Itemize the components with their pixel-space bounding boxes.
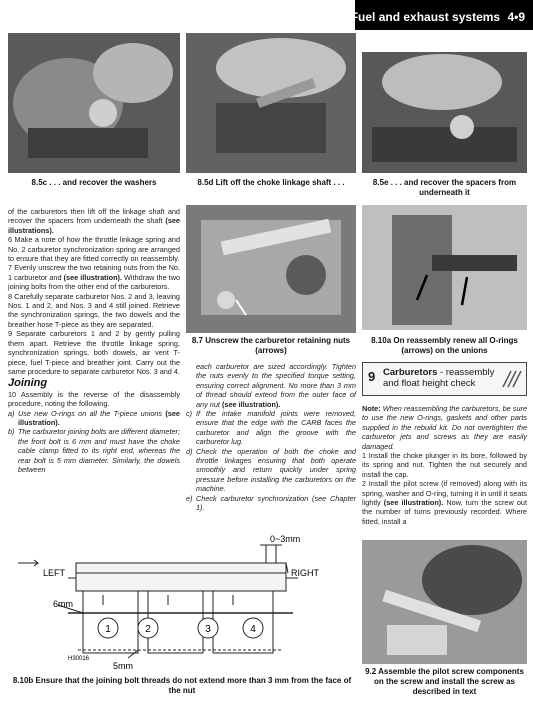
circle-label-1: 1 <box>105 624 111 635</box>
photo-8-5e-image <box>362 52 527 173</box>
section-9-heading-box <box>362 362 527 396</box>
column-3-text <box>362 404 527 526</box>
para-6: 6 Make a note of how the throttle linkage spring and No. 2 carburetor synchronization spring are arranged to ensure that they are fitted correctly on reassembly. <box>8 235 180 264</box>
list-label-a: a) <box>8 408 15 418</box>
ref-see-illustration-7: (see illustration). <box>63 272 122 282</box>
photo-8-7-image <box>186 205 356 333</box>
caption-8-7: 8.7 Unscrew the carburetor retaining nuts (arrows) <box>191 336 351 355</box>
label-right: RIGHT <box>291 568 319 578</box>
caption-8-10a: 8.10a On reassembly renew all O-rings (arrows) on the unions <box>371 336 518 355</box>
figure-code: H30016 <box>68 656 90 662</box>
list-label-c: c) <box>186 409 193 419</box>
label-left: LEFT <box>43 568 66 578</box>
para-9-2b-text: Now, turn the screw out the number of turns previously recorded. Where fitted, install a <box>362 498 528 526</box>
header-bar <box>350 0 533 30</box>
label-dim-6mm: 6mm <box>53 599 73 609</box>
list-item-a <box>8 409 180 428</box>
photo-8-5c-image <box>8 33 180 173</box>
list-item-e <box>186 494 356 513</box>
circle-label-3: 3 <box>205 624 211 635</box>
para-7-text: 7 Evenly unscrew the two retaining nuts from the No. 1 carburetor and <box>8 263 180 282</box>
section-9-number: 9 <box>368 369 376 384</box>
photo-8-7 <box>186 205 356 333</box>
list-item-b <box>8 427 180 474</box>
section-9-title-bold: Carburetors <box>383 367 438 378</box>
para-9-2 <box>362 479 527 526</box>
caption-8-5e: 8.5e . . . and recover the spacers from underneath it <box>372 178 517 197</box>
ref-see-illustration-a: (see illustration). <box>18 408 180 427</box>
caption-8-5c: 8.5c . . . and recover the washers <box>31 178 157 187</box>
list-item-c <box>186 409 356 447</box>
photo-8-10a <box>362 205 527 330</box>
caption-9-2: 9.2 Assemble the pilot screw components on the screw and install the screw as described in text <box>365 667 524 696</box>
para-8: 8 Carefully separate carburetor Nos. 2 and 3, leaving Nos. 1 and 2, and Nos. 3 and 4 still joined. Retrieve the synchronization springs, the two dowels and the breather hose T-piece as they are separated. <box>8 291 180 329</box>
ref-see-illustration-9-2: (see illustration). <box>383 498 444 508</box>
photo-8-5e <box>362 52 527 173</box>
caption-8-5d: 8.5d Lift off the choke linkage shaft . . . <box>197 178 345 187</box>
para-9-1: 1 Install the choke plunger in its bore, followed by its spring and nut. Tighten the nut securely and install the cap. <box>362 451 527 479</box>
list-label-b: b) <box>8 427 15 437</box>
para-9: 9 Separate carburetors 1 and 2 by gently pulling them apart. Retrieve the throttle linkage spring, synchronization springs, both dowels, air vent T-piece, fuel T-piece and breather joint. Carry out the same procedure to separate carburetor Nos. 3 and 4. <box>8 329 180 376</box>
list-label-e: e) <box>186 493 193 503</box>
photo-8-5d-image <box>186 33 356 173</box>
para-intro <box>8 207 180 235</box>
ref-see-illustrations: (see illustrations). <box>8 216 180 235</box>
circle-label-4: 4 <box>250 624 256 635</box>
circle-label-2: 2 <box>145 624 151 635</box>
carb-number-circles <box>98 618 263 638</box>
photo-8-5d <box>186 33 356 173</box>
column-1-text <box>8 207 180 474</box>
ref-see-illustration-nut: (see illustration). <box>221 399 281 409</box>
page-header <box>351 10 525 24</box>
photo-8-10a-image <box>362 205 527 330</box>
note-text: When reassembling the carburetors, be sure to use the new O-rings, gaskets and other parts supplied in the rebuild kit. Do not overtighten the carburetor jets and screws as they are easily damaged. <box>362 404 528 451</box>
header-title: Fuel and exhaust systems <box>350 10 501 24</box>
photo-9-2-image <box>362 540 527 664</box>
list-label-d: d) <box>186 446 193 456</box>
list-item-d <box>186 447 356 494</box>
note-para <box>362 404 527 451</box>
para-continued <box>186 362 356 409</box>
diagram-8-10b-drawing <box>8 533 356 673</box>
para-9-2-text: 2 Install the pilot screw (if removed) along with its spring, washer and O-ring, turning it in until it seats lightly <box>362 479 527 508</box>
section-9-title-rest: - reassembly and float height check <box>383 367 495 389</box>
label-dim-5mm: 5mm <box>113 661 133 671</box>
para-7b-text: Withdraw the two joining bolts from the other end of the carburetors. <box>8 272 181 292</box>
photo-8-5c <box>8 33 180 173</box>
list-text-c: If the intake manifold joints were removed, ensure that the edge with the CARB faces the carburetor and align the groove with the carburetor lug. <box>196 409 356 447</box>
heading-joining: Joining <box>8 377 48 390</box>
label-dim-top: 0~3mm <box>270 534 301 544</box>
caption-8-10b: 8.10b Ensure that the joining bolt threads do not extend more than 3 mm from the face of the nut <box>12 676 352 695</box>
para-10: 10 Assembly is the reverse of the disassembly procedure, noting the following. <box>8 389 180 409</box>
list-text-a: Use new O-rings on all the T-piece unions <box>18 408 163 418</box>
section-9-title <box>383 367 498 389</box>
difficulty-spanner-icon <box>500 367 522 391</box>
diagram-8-10b <box>8 533 356 673</box>
para-7 <box>8 263 180 291</box>
column-2-text <box>186 362 356 513</box>
page-number: 4•9 <box>507 10 525 24</box>
photo-9-2 <box>362 540 527 664</box>
note-label: Note: <box>362 404 381 413</box>
para-continued-text: each carburetor are sized accordingly. Tighten the nuts evenly to the specified torque setting, ensuring correct alignment. No more than 3 mm of thread should extend from the outer face of any nut <box>196 362 356 409</box>
list-text-d: Check the operation of both the choke and throttle linkages ensuring that both operate smoothly and return quickly under spring pressure before installing the carburetors on the machine. <box>196 446 356 494</box>
list-text-e: Check carburetor synchronization (see Chapter 1). <box>196 493 356 513</box>
para-intro-text: of the carburetors then lift off the linkage shaft and recover the spacers from underneath the shaft <box>8 207 180 226</box>
list-text-b: The carburetor joining bolts are different diameter; the front bolt is 6 mm and must have the choke cable clamp fitted to its right end, whereas the rear bolt is 5 mm diameter. Similarly, the dowels between <box>18 427 180 474</box>
